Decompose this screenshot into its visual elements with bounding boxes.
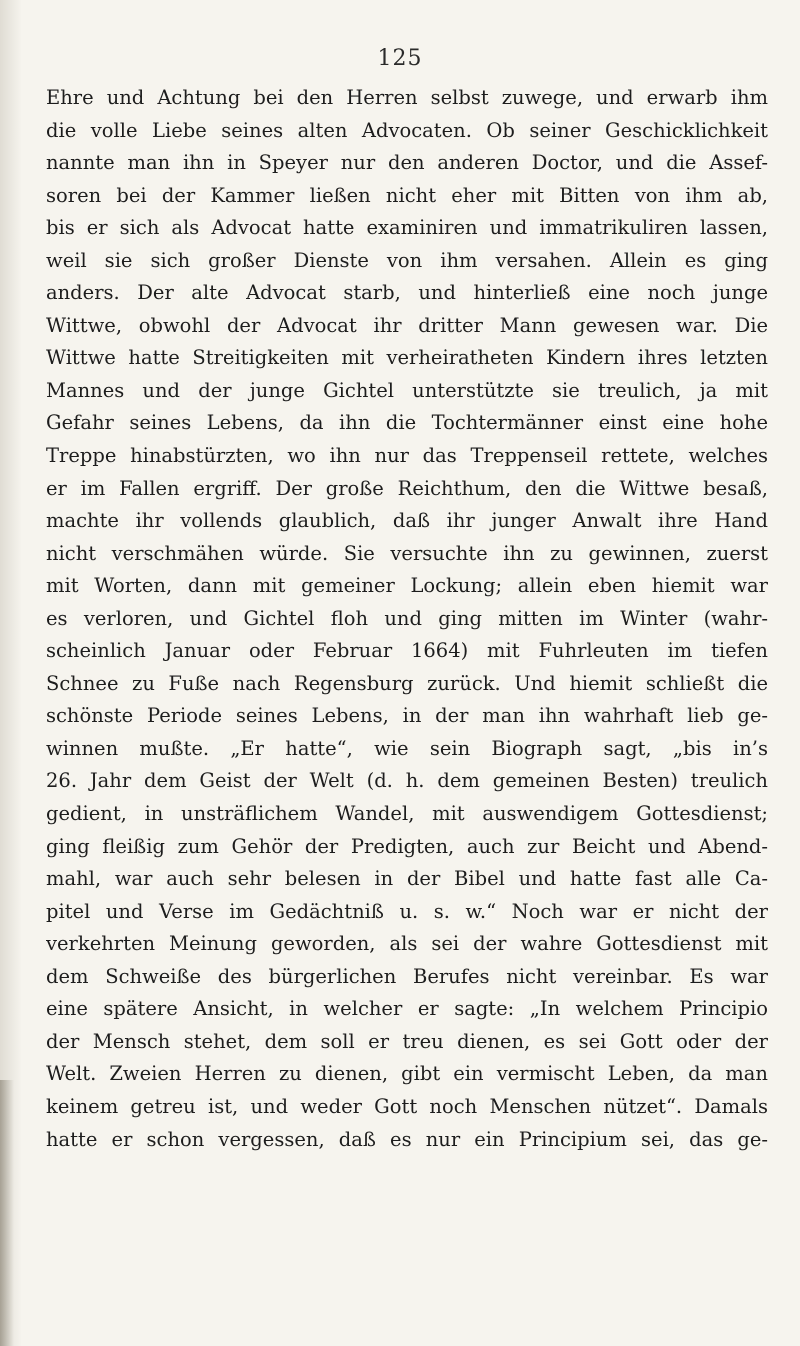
text-line: eine spätere Ansicht, in welcher er sagte: „In welchem Principio (46, 997, 768, 1021)
text-line: schönste Periode seines Lebens, in der man ihn wahrhaft lieb ge- (46, 704, 768, 728)
text-line: machte ihr vollends glaublich, daß ihr junger Anwalt ihre Hand (46, 509, 768, 533)
text-line: anders. Der alte Advocat starb, und hinterließ eine noch junge (46, 281, 768, 305)
text-line: Ehre und Achtung bei den Herren selbst zuwege, und erwarb ihm (46, 86, 768, 109)
text-line: dem Schweiße des bürgerlichen Berufes nicht vereinbar. Es war (46, 964, 768, 988)
text-line: ging fleißig zum Gehör der Predigten, auch zur Beicht und Abend- (46, 834, 768, 858)
page-edge-shadow (0, 1080, 14, 1346)
text-line: nicht verschmähen würde. Sie versuchte ihn zu gewinnen, zuerst (46, 541, 768, 565)
text-line: 26. Jahr dem Geist der Welt (d. h. dem gemeinen Besten) treulich (46, 769, 768, 793)
text-line: keinem getreu ist, und weder Gott noch Menschen nützet“. Damals (46, 1094, 768, 1118)
text-line: der Mensch stehet, dem soll er treu dienen, es sei Gott oder der (46, 1029, 768, 1053)
text-line: hatte er schon vergessen, daß es nur ein Principium sei, das ge- (46, 1127, 768, 1151)
text-line: Schnee zu Fuße nach Regensburg zurück. Und hiemit schließt die (46, 671, 768, 695)
text-line: bis er sich als Advocat hatte examiniren und immatrikuliren lassen, (46, 216, 768, 240)
text-line: pitel und Verse im Gedächtniß u. s. w.“ Noch war er nicht der (46, 899, 768, 923)
text-line: scheinlich Januar oder Februar 1664) mit Fuhrleuten im tiefen (46, 639, 768, 663)
text-line: mit Worten, dann mit gemeiner Lockung; allein eben hiemit war (46, 574, 768, 598)
text-line: mahl, war auch sehr belesen in der Bibel und hatte fast alle Ca- (46, 867, 768, 891)
text-line: die volle Liebe seines alten Advocaten. Ob seiner Geschicklichkeit (46, 118, 768, 142)
text-line: weil sie sich großer Dienste von ihm versahen. Allein es ging (46, 248, 768, 272)
text-line: winnen mußte. „Er hatte“, wie sein Biograph sagt, „bis in’s (46, 736, 768, 760)
text-line: Wittwe, obwohl der Advocat ihr dritter Mann gewesen war. Die (46, 313, 768, 337)
text-line: Treppe hinabstürzten, wo ihn nur das Treppenseil rettete, welches (46, 444, 768, 468)
text-line: soren bei der Kammer ließen nicht eher mit Bitten von ihm ab, (46, 183, 768, 207)
text-line: gedient, in unsträflichem Wandel, mit auswendigem Gottesdienst; (46, 802, 768, 826)
text-line: Wittwe hatte Streitigkeiten mit verheiratheten Kindern ihres letzten (46, 346, 768, 370)
text-line: Gefahr seines Lebens, da ihn die Tochtermänner einst eine hohe (46, 411, 768, 435)
page-number: 125 (377, 46, 423, 71)
text-line: nannte man ihn in Speyer nur den anderen Doctor, und die Assef- (46, 151, 768, 175)
text-line: er im Fallen ergriff. Der große Reichthum, den die Wittwe besaß, (46, 476, 768, 500)
text-line: Welt. Zweien Herren zu dienen, gibt ein vermischt Leben, da man (46, 1062, 768, 1086)
body-text (46, 82, 768, 1156)
text-line: verkehrten Meinung geworden, als sei der wahre Gottesdienst mit (46, 932, 768, 956)
text-line: Mannes und der junge Gichtel unterstützte sie treulich, ja mit (46, 378, 768, 402)
text-line: es verloren, und Gichtel floh und ging mitten im Winter (wahr- (46, 606, 768, 630)
